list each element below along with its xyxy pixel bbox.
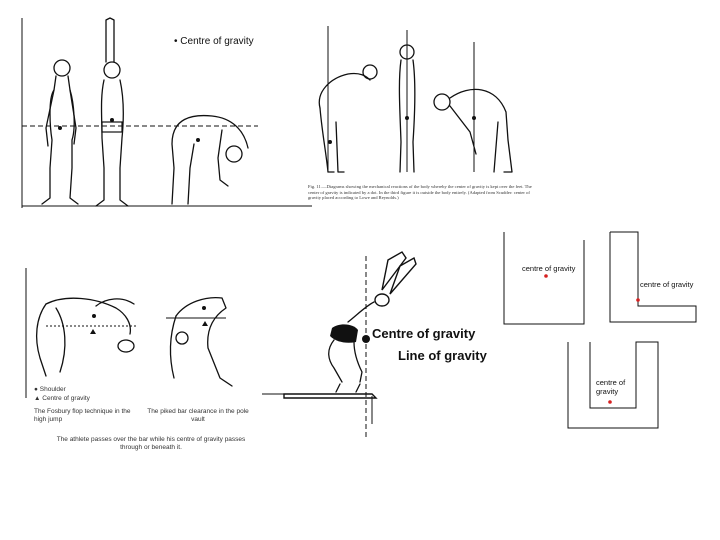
figure-arms-raised: [96, 18, 128, 206]
bullet-icon: •: [174, 36, 181, 47]
cog-marker-b: [636, 298, 640, 302]
shapes-illustration: [500, 228, 706, 436]
label-shape-a: centre of gravity: [522, 264, 576, 273]
cog-dot: [196, 138, 200, 142]
figure-bending: [434, 89, 512, 172]
cog-marker: [362, 335, 370, 343]
cog-triangle-icon: ▲: [34, 395, 41, 402]
standing-figures-illustration: [22, 18, 312, 210]
legend-shoulder: [34, 386, 66, 394]
cog-label: [174, 36, 254, 47]
cog-dot: [110, 118, 114, 122]
label-line-of-gravity: Line of gravity: [398, 348, 487, 363]
panel-vertical-lines: [300, 22, 542, 218]
shoulder-marker-icon: ●: [34, 386, 38, 393]
panel-standing-figures: [22, 18, 312, 210]
caption-summary: The athlete passes over the bar while his centre of gravity passes through or beneath it.: [56, 436, 246, 451]
label-shape-b: centre of gravity: [640, 280, 694, 289]
jump-illustration: [26, 268, 256, 398]
shape-l: [610, 232, 696, 322]
figure-pole-vault: [166, 298, 232, 386]
legend-cog-text: Centre of gravity: [42, 395, 90, 402]
panel-shapes: [500, 228, 706, 436]
label-centre-of-gravity: Centre of gravity: [372, 326, 476, 341]
label-shape-c: centre of gravity: [596, 378, 626, 396]
cog-dot: [58, 126, 62, 130]
caption-fosbury: The Fosbury flop technique in the high jump: [34, 408, 131, 423]
diving-board: [262, 394, 376, 424]
cog-marker-a: [544, 274, 548, 278]
vertical-lines-illustration: [300, 22, 542, 182]
cog-marker-c: [608, 400, 612, 404]
figure-fosbury-flop: [37, 298, 136, 376]
panel-high-jump-pole-vault: [26, 268, 256, 468]
diver-illustration: [262, 244, 506, 444]
figure-caption: Fig. 11.—Diagrams showing the mechanical reactions of the body whereby the center of gravity is kept over the feet. The center of gravity is indicated by a dot. In the third figure it is outside the body entirely. (Adapted from Scudder: center of gravity placed according to Lowe and Reynolds.): [308, 184, 532, 201]
figure-standing: [42, 60, 78, 204]
legend-shoulder-text: Shoulder: [39, 386, 66, 393]
caption-pole-vault: The piked bar clearance in the pole vault: [147, 408, 249, 423]
diver-figure: [329, 252, 416, 392]
shape-u: [504, 232, 584, 324]
panel-diver: [262, 244, 506, 444]
legend-cog: [34, 395, 90, 403]
figure-bending-forward: [172, 116, 248, 204]
cog-label-text: Centre of gravity: [180, 36, 254, 47]
